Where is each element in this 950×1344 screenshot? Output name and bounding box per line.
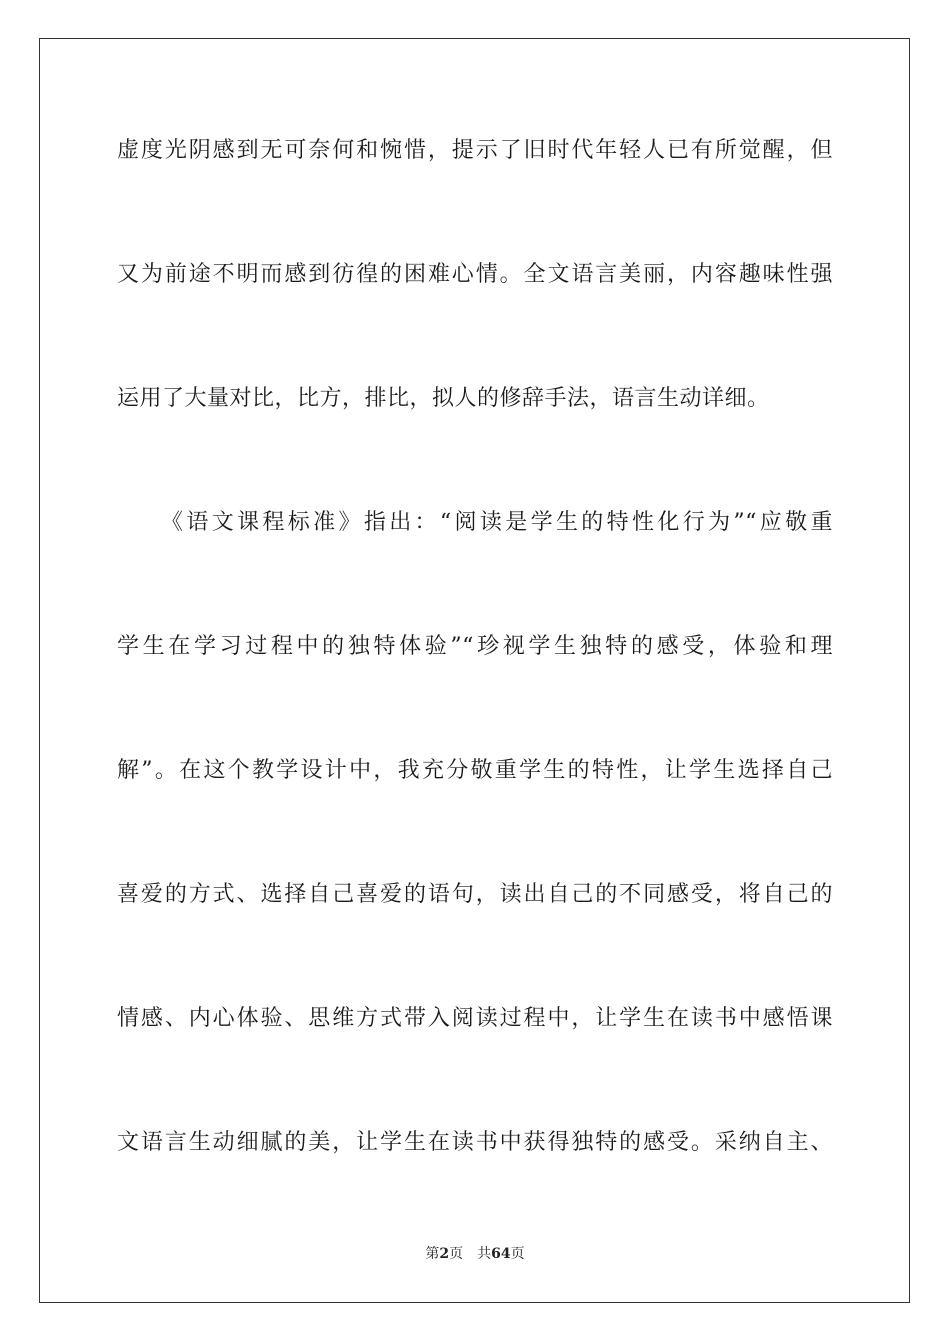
total-suffix: 页 [510, 1246, 525, 1262]
page-suffix: 页 [449, 1246, 464, 1262]
body-line-1: 虚度光阴感到无可奈何和惋惜，提示了旧时代年轻人已有所觉醒，但 [117, 138, 833, 163]
page-footer [0, 1244, 950, 1264]
body-line-9: 文语言生动细腻的美，让学生在读书中获得独特的感受。采纳自主、 [117, 1130, 833, 1155]
total-pages: 64 [491, 1246, 511, 1262]
body-line-5: 学生在学习过程中的独特体验”“珍视学生独特的感受，体验和理 [117, 634, 833, 659]
body-line-8: 情感、内心体验、思维方式带入阅读过程中，让学生在读书中感悟课 [117, 1006, 833, 1031]
body-line-6: 解”。在这个教学设计中，我充分敬重学生的特性，让学生选择自己 [117, 758, 833, 783]
page-prefix: 第 [425, 1246, 440, 1262]
page-border [39, 38, 910, 1303]
page-number: 2 [439, 1246, 450, 1262]
body-line-4: 《语文课程标准》指出：“阅读是学生的特性化行为”“应敬重 [161, 510, 833, 535]
body-line-2: 又为前途不明而感到彷徨的困难心情。全文语言美丽，内容趣味性强 [117, 262, 833, 287]
body-line-3: 运用了大量对比，比方，排比，拟人的修辞手法，语言生动详细。 [117, 386, 770, 411]
total-prefix: 共 [477, 1246, 492, 1262]
body-line-7: 喜爱的方式、选择自己喜爱的语句，读出自己的不同感受，将自己的 [117, 882, 833, 907]
